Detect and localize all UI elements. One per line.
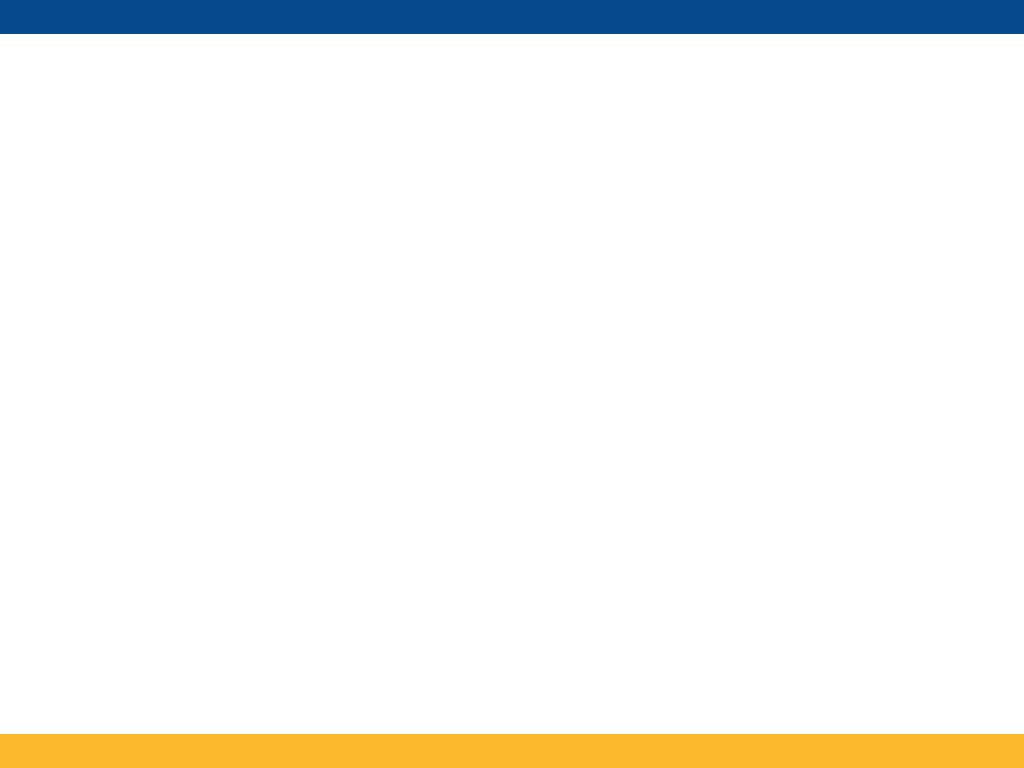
bullet-list: [72, 158, 972, 166]
footer-band: [0, 734, 1024, 768]
header-band: [0, 0, 1024, 34]
